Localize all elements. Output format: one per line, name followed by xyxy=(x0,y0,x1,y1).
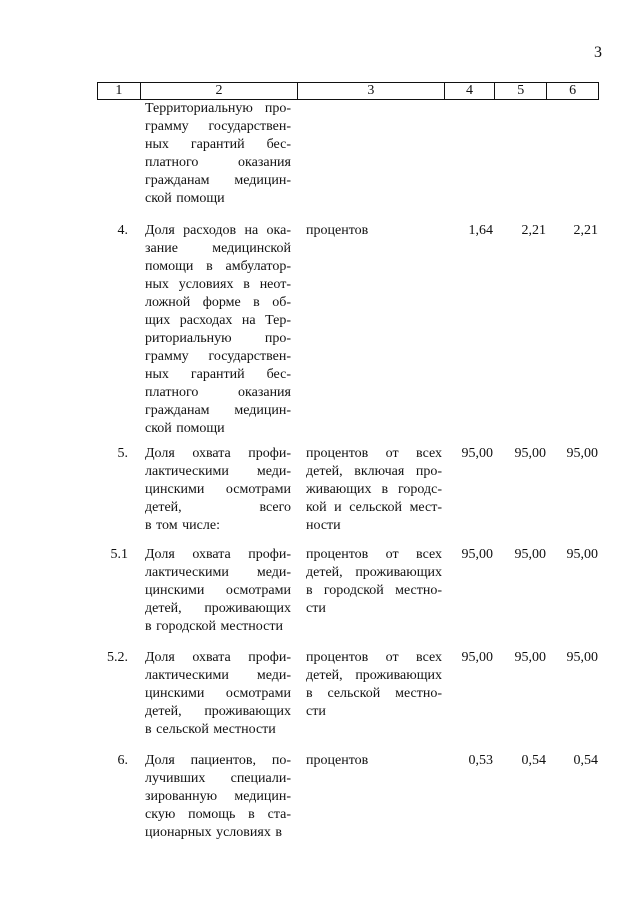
indicator-name-line: лактическими меди- xyxy=(145,565,291,580)
indicator-name-line: лучивших специали- xyxy=(145,771,291,786)
row-number: 6. xyxy=(117,753,128,768)
indicator-name-line: гражданам медицин- xyxy=(145,403,291,418)
indicator-name xyxy=(145,649,291,739)
unit-line: сти xyxy=(306,704,326,719)
indicator-name xyxy=(145,222,291,438)
indicator-name-line: грамму государствен- xyxy=(145,119,291,134)
header-cell-4: 4 xyxy=(445,83,496,99)
unit-line: кой и сельской мест- xyxy=(306,500,442,515)
indicator-name-line: помощи в амбулатор- xyxy=(145,259,291,274)
indicator-name-line: лактическими меди- xyxy=(145,464,291,479)
unit-line: процентов от всех xyxy=(306,650,442,665)
value-v4: 95,00 xyxy=(461,650,493,665)
header-cell-3: 3 xyxy=(298,83,444,99)
indicator-name-line: цинскими осмотрами xyxy=(145,482,291,497)
indicator-name-line: ской помощи xyxy=(145,191,225,206)
unit-line: в сельской местно- xyxy=(306,686,442,701)
row-number: 5.2. xyxy=(107,650,128,665)
indicator-name-line: детей, проживающих xyxy=(145,704,291,719)
unit-line: детей, включая про- xyxy=(306,464,442,479)
unit-line: процентов от всех xyxy=(306,446,442,461)
page-number: 3 xyxy=(594,44,602,61)
unit-line: ности xyxy=(306,518,341,533)
value-v6: 95,00 xyxy=(566,650,598,665)
value-v6: 95,00 xyxy=(566,547,598,562)
value-v5: 95,00 xyxy=(514,650,546,665)
header-cell-1: 1 xyxy=(98,83,141,99)
indicator-name-line: зированную медицин- xyxy=(145,789,291,804)
value-v6: 2,21 xyxy=(573,223,598,238)
indicator-name-line: ложной форме в об- xyxy=(145,295,291,310)
indicator-name-line: зание медицинской xyxy=(145,241,291,256)
value-v5: 2,21 xyxy=(521,223,546,238)
unit-line: в городской местно- xyxy=(306,583,442,598)
indicator-name-line: риториальную про- xyxy=(145,331,291,346)
header-cell-2: 2 xyxy=(141,83,298,99)
unit-line: процентов xyxy=(306,753,369,768)
indicator-name-line: Доля пациентов, по- xyxy=(145,753,291,768)
indicator-name xyxy=(145,752,291,842)
indicator-name xyxy=(145,445,291,535)
value-v5: 95,00 xyxy=(514,547,546,562)
indicator-name-line: в том числе: xyxy=(145,518,220,533)
table-header-row xyxy=(97,82,599,100)
row-number: 4. xyxy=(117,223,128,238)
indicator-name xyxy=(145,100,291,208)
indicator-name-line: Территориальную про- xyxy=(145,101,291,116)
indicator-name-line: детей, проживающих xyxy=(145,601,291,616)
indicator-name-line: гражданам медицин- xyxy=(145,173,291,188)
indicator-name xyxy=(145,546,291,636)
indicator-name-line: платного оказания xyxy=(145,385,291,400)
unit-of-measure xyxy=(306,649,442,721)
indicator-name-line: грамму государствен- xyxy=(145,349,291,364)
indicator-name-line: ционарных условиях в xyxy=(145,825,282,840)
value-v4: 0,53 xyxy=(468,753,493,768)
indicator-name-line: цинскими осмотрами xyxy=(145,583,291,598)
unit-of-measure xyxy=(306,546,442,618)
unit-line: процентов от всех xyxy=(306,547,442,562)
unit-line: детей, проживающих xyxy=(306,668,442,683)
unit-line: процентов xyxy=(306,223,369,238)
unit-of-measure xyxy=(306,752,442,770)
indicator-name-line: Доля расходов на ока- xyxy=(145,223,291,238)
indicator-name-line: в городской местности xyxy=(145,619,283,634)
header-cell-6: 6 xyxy=(569,83,577,98)
indicator-name-line: детей, всего xyxy=(145,500,291,515)
indicator-name-line: Доля охвата профи- xyxy=(145,547,291,562)
value-v4: 1,64 xyxy=(468,223,493,238)
unit-line: детей, проживающих xyxy=(306,565,442,580)
unit-of-measure xyxy=(306,222,442,240)
indicator-name-line: ных гарантий бес- xyxy=(145,367,291,382)
value-v6: 0,54 xyxy=(573,753,598,768)
indicator-name-line: ской помощи xyxy=(145,421,225,436)
value-v5: 95,00 xyxy=(514,446,546,461)
row-number: 5.1 xyxy=(110,547,128,562)
indicator-name-line: цинскими осмотрами xyxy=(145,686,291,701)
header-cell-5: 5 xyxy=(495,83,547,99)
indicator-name-line: Доля охвата профи- xyxy=(145,446,291,461)
value-v6: 95,00 xyxy=(566,446,598,461)
indicator-name-line: щих расходах на Тер- xyxy=(145,313,291,328)
row-number: 5. xyxy=(117,446,128,461)
indicator-name-line: платного оказания xyxy=(145,155,291,170)
value-v5: 0,54 xyxy=(521,753,546,768)
unit-of-measure xyxy=(306,445,442,535)
indicator-name-line: в сельской местности xyxy=(145,722,276,737)
indicator-name-line: ных гарантий бес- xyxy=(145,137,291,152)
value-v4: 95,00 xyxy=(461,446,493,461)
indicator-name-line: лактическими меди- xyxy=(145,668,291,683)
indicator-name-line: скую помощь в ста- xyxy=(145,807,291,822)
value-v4: 95,00 xyxy=(461,547,493,562)
unit-line: живающих в городс- xyxy=(306,482,442,497)
unit-line: сти xyxy=(306,601,326,616)
indicator-name-line: ных условиях в неот- xyxy=(145,277,291,292)
indicator-name-line: Доля охвата профи- xyxy=(145,650,291,665)
